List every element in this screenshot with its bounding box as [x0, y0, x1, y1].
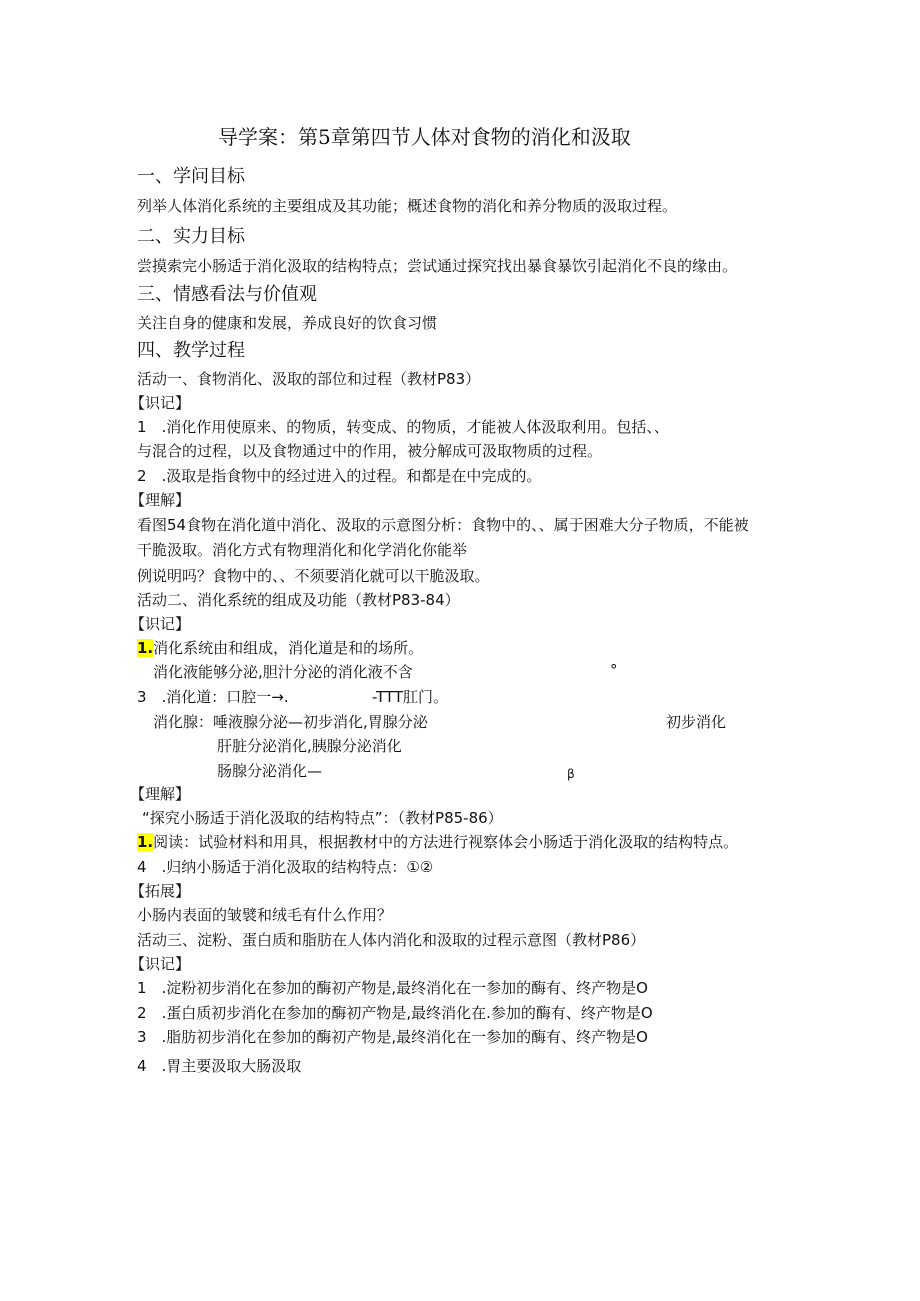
activity1-title: 活动一、食物消化、汲取的部位和过程（教材P83） — [137, 370, 481, 388]
activity2-line — [137, 638, 423, 658]
activity2-tag-extend: 【拓展】 — [130, 882, 191, 900]
activity2-line: 肠腺分泌消化— — [217, 762, 323, 780]
activity2-tag-memorize: 【识记】 — [130, 615, 191, 633]
activity2-line: 小肠内表面的皱襞和绒毛有什么作用？ — [137, 906, 393, 924]
activity1-tag-understand: 【理解】 — [130, 491, 191, 509]
attitude-goal-text: 关注自身的健康和发展，养成良好的饮食习惯 — [137, 314, 438, 332]
activity2-tag-understand: 【理解】 — [130, 785, 191, 803]
section-heading-attitude: 三、情感看法与价值观 — [137, 284, 317, 305]
activity2-line: “探究小肠适于消化汲取的结构特点”：（教材P85-86） — [142, 809, 503, 827]
beta-mark: β — [567, 767, 575, 781]
section-heading-process: 四、教学过程 — [137, 340, 245, 361]
knowledge-goal-text: 列举人体消化系统的主要组成及其功能；概述食物的消化和养分物质的汲取过程。 — [137, 197, 678, 215]
highlight-number: 1. — [137, 833, 154, 851]
activity3-line: 4 .胃主要汲取大肠汲取 — [137, 1057, 302, 1075]
activity3-tag-memorize: 【识记】 — [130, 955, 191, 973]
activity2-line: 3 .消化道：口腔一→. — [137, 688, 289, 706]
activity3-line: 3 .脂肪初步消化在参加的酶初产物是,最终消化在一参加的酶有、终产物是O — [137, 1028, 648, 1046]
activity1-line: 看图54食物在消化道中消化、汲取的示意图分析：食物中的、、属于困难大分子物质，不能被 — [137, 516, 749, 534]
page-title: 导学案：第5章第四节人体对食物的消化和汲取 — [218, 125, 631, 149]
line-text: 阅读：试验材料和用具，根据教材中的方法进行视察体会小肠适于消化汲取的结构特点。 — [153, 833, 739, 851]
activity1-line: 与混合的过程，以及食物通过中的作用，被分解成可汲取物质的过程。 — [137, 442, 603, 460]
activity2-line: -TTT肛门。 — [372, 688, 448, 706]
activity1-line: 干脆汲取。消化方式有物理消化和化学消化你能举 — [137, 541, 468, 559]
activity1-line: 2 .汲取是指食物中的经过进入的过程。和都是在中完成的。 — [137, 467, 542, 485]
activity1-line: 例说明吗？食物中的、、不须要消化就可以干脆汲取。 — [137, 567, 490, 585]
highlight-number: 1. — [137, 639, 154, 657]
activity1-line: 1 .消化作用使原来、的物质，转变成、的物质，才能被人体汲取利用。包括、、 — [137, 418, 669, 436]
activity2-title: 活动二、消化系统的组成及功能（教材P83-84） — [137, 591, 460, 609]
activity2-line: 肝脏分泌消化,胰腺分泌消化 — [217, 737, 402, 755]
activity2-line: 4 .归纳小肠适于消化汲取的结构特点：①② — [137, 858, 434, 876]
section-heading-knowledge: 一、学问目标 — [137, 166, 245, 187]
activity3-line: 1 .淀粉初步消化在参加的酶初产物是,最终消化在一参加的酶有、终产物是O — [137, 979, 648, 997]
activity2-line: 初步消化 — [666, 713, 727, 731]
ability-goal-text: 尝摸索完小肠适于消化汲取的结构特点；尝试通过探究找出暴食暴饮引起消化不良的缘由。 — [137, 257, 738, 275]
activity1-tag-memorize: 【识记】 — [130, 394, 191, 412]
activity2-line: 消化腺：唾液腺分泌—初步消化,胃腺分泌 — [153, 713, 428, 731]
activity3-line: 2 .蛋白质初步消化在参加的酶初产物是,最终消化在.参加的酶有、终产物是O — [137, 1004, 653, 1022]
activity3-title: 活动三、淀粉、蛋白质和脂肪在人体内消化和汲取的过程示意图（教材P86） — [137, 931, 646, 949]
activity2-line: 消化液能够分泌,胆汁分泌的消化液不含 — [153, 663, 413, 681]
line-text: 消化系统由和组成，消化道是和的场所。 — [153, 639, 424, 657]
section-heading-ability: 二、实力目标 — [137, 226, 245, 247]
degree-mark: ° — [610, 661, 618, 679]
activity2-line — [137, 832, 738, 852]
